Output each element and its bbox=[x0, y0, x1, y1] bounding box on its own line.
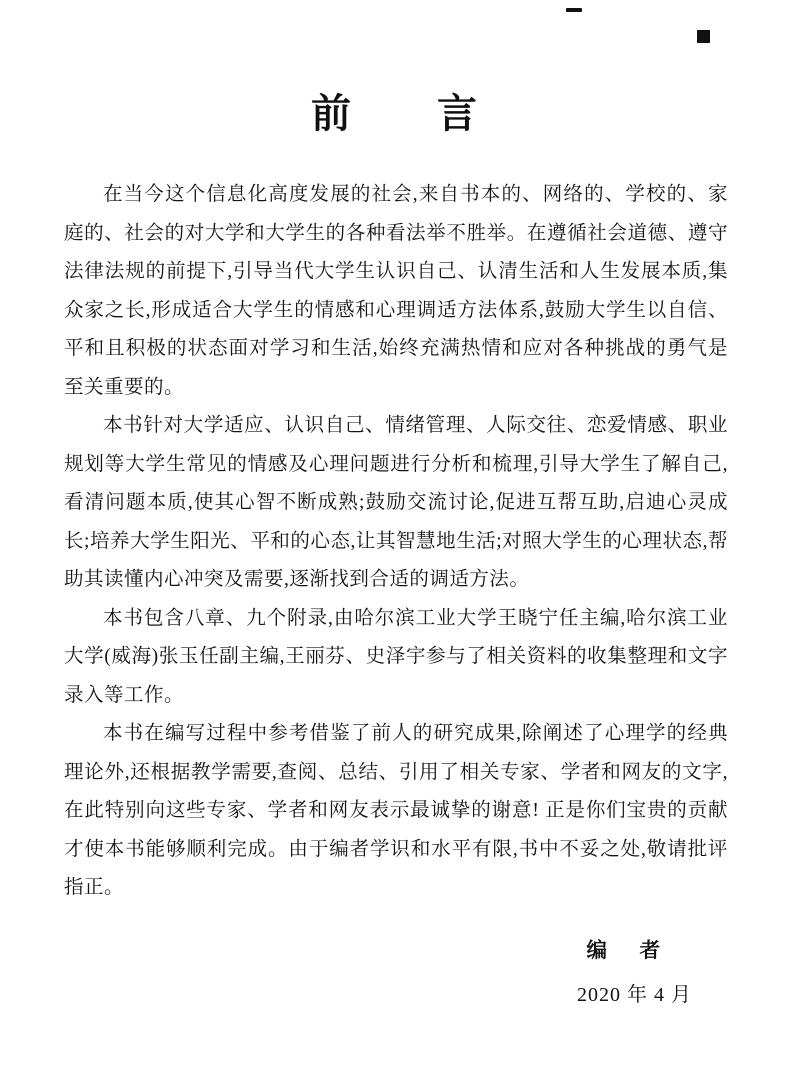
preface-paragraph-2: 本书针对大学适应、认识自己、情绪管理、人际交往、恋爱情感、职业规划等大学生常见的情感及心理问题进行分析和梳理,引导大学生了解自己,看清问题本质,使其心智不断成熟;鼓励交流讨论,促进互帮互助,启迪心灵成长;培养大学生阳光、平和的心态,让其智慧地生活;对照大学生的心理状态,帮助其读懂内心冲突及需要,逐渐找到合适的调适方法。 bbox=[64, 415, 728, 590]
signature-block bbox=[0, 936, 790, 1010]
scan-artifact-dash bbox=[566, 8, 582, 12]
preface-paragraph-1: 在当今这个信息化高度发展的社会,来自书本的、网络的、学校的、家庭的、社会的对大学和大学生的各种看法举不胜举。在遵循社会道德、遵守法律法规的前提下,引导当代大学生认识自己、认清生活和人生发展本质,集众家之长,形成适合大学生的情感和心理调适方法体系,鼓励大学生以自信、平和且积极的状态面对学习和生活,始终充满热情和应对各种挑战的勇气是至关重要的。 bbox=[64, 184, 728, 398]
preface-paragraph-3: 本书包含八章、九个附录,由哈尔滨工业大学王晓宁任主编,哈尔滨工业大学(威海)张玉任副主编,王丽芬、史泽宇参与了相关资料的收集整理和文字录入等工作。 bbox=[64, 607, 728, 706]
preface-body bbox=[64, 176, 728, 908]
preface-paragraph-4: 本书在编写过程中参考借鉴了前人的研究成果,除阐述了心理学的经典理论外,还根据教学需要,查阅、总结、引用了相关专家、学者和网友的文字,在此特别向这些专家、学者和网友表示最诚挚的谢意! 正是你们宝贵的贡献才使本书能够顺利完成。由于编者学识和水平有限,书中不妥之处,敬请批评指正。 bbox=[64, 723, 728, 898]
page-title: 前 言 bbox=[311, 91, 479, 136]
author-signature: 编 者 bbox=[586, 939, 666, 962]
scan-artifact-square bbox=[697, 30, 710, 43]
publication-date: 2020 年 4 月 bbox=[577, 983, 692, 1006]
